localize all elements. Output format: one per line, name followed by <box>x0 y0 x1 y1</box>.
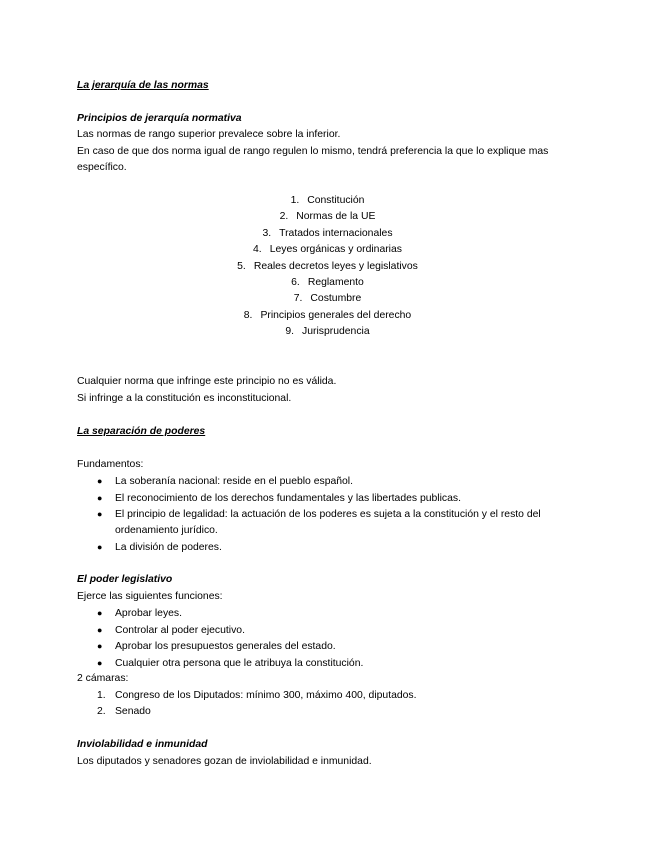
paragraph: Las normas de rango superior prevalece sobre la inferior. <box>77 129 341 140</box>
paragraph: específico. <box>77 162 127 173</box>
bullet-icon: ● <box>97 625 103 635</box>
paragraph: Si infringe a la constitución es inconstitucional. <box>77 393 292 404</box>
bullet-icon: ● <box>97 476 103 486</box>
section-title-legislativo: El poder legislativo <box>77 574 173 585</box>
paragraph: Cualquier norma que infringe este principio no es válida. <box>77 376 337 387</box>
section-title-inviolabilidad: Inviolabilidad e inmunidad <box>77 739 208 750</box>
bullet-icon: ● <box>97 509 103 519</box>
bullet-icon: ● <box>97 641 103 651</box>
list-item: ● Aprobar leyes. <box>97 605 182 622</box>
numbered-item: 2. Senado <box>97 706 151 717</box>
section-title-jerarquia: La jerarquía de las normas <box>77 80 209 91</box>
paragraph: En caso de que dos norma igual de rango regulen lo mismo, tendrá preferencia la que lo explique mas <box>77 146 549 157</box>
section-title-separacion: La separación de poderes <box>77 426 206 437</box>
hierarchy-item: 5. Reales decretos leyes y legislativos <box>237 261 418 272</box>
hierarchy-item: 9. Jurisprudencia <box>285 326 370 337</box>
hierarchy-item: 4. Leyes orgánicas y ordinarias <box>253 244 402 255</box>
camaras-label: 2 cámaras: <box>77 673 129 684</box>
list-item: ● La soberanía nacional: reside en el pueblo español. <box>97 473 353 490</box>
list-item: ● Aprobar los presupuestos generales del estado. <box>97 638 336 655</box>
hierarchy-item: 1. Constitución <box>290 195 365 206</box>
fundamentos-label: Fundamentos: <box>77 459 144 470</box>
list-item: ● Cualquier otra persona que le atribuya la constitución. <box>97 655 363 672</box>
hierarchy-item: 3. Tratados internacionales <box>262 228 393 239</box>
hierarchy-item: 8. Principios generales del derecho <box>243 310 412 321</box>
bullet-icon: ● <box>97 608 103 618</box>
list-item: ● Controlar al poder ejecutivo. <box>97 622 245 639</box>
bullet-icon: ● <box>97 542 103 552</box>
hierarchy-item: 2. Normas de la UE <box>279 211 376 222</box>
hierarchy-item: 6. Reglamento <box>291 277 364 288</box>
bullet-icon: ● <box>97 493 103 503</box>
funciones-intro: Ejerce las siguientes funciones: <box>77 591 223 602</box>
subtitle-principios: Principios de jerarquía normativa <box>77 113 242 124</box>
bullet-icon: ● <box>97 658 103 668</box>
list-item-continuation: ordenamiento jurídico. <box>115 525 218 536</box>
paragraph: Los diputados y senadores gozan de inviolabilidad e inmunidad. <box>77 756 372 767</box>
list-item: ● La división de poderes. <box>97 539 222 556</box>
list-item: ● El principio de legalidad: la actuación de los poderes es sujeta a la constitución y el resto del <box>97 506 541 523</box>
list-item: ● El reconocimiento de los derechos fundamentales y las libertades publicas. <box>97 490 461 507</box>
hierarchy-item: 7. Costumbre <box>293 293 362 304</box>
numbered-item: 1. Congreso de los Diputados: mínimo 300, máximo 400, diputados. <box>97 690 417 701</box>
